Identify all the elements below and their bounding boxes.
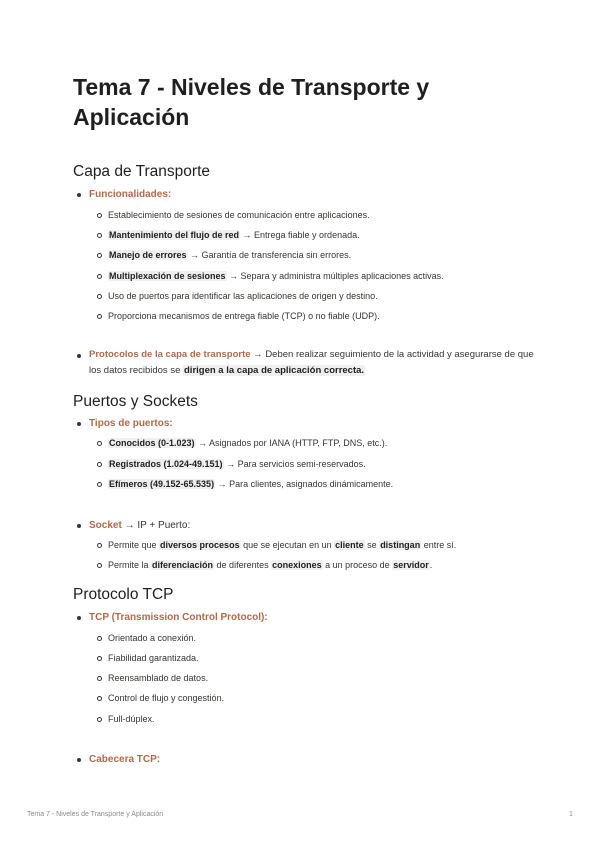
list-item: Efímeros (49.152-65.535) → Para clientes, asignados dinámicamente.	[108, 477, 548, 491]
list-item: Uso de puertos para identificar las aplicaciones de origen y destino.	[108, 289, 548, 303]
funcionalidades-label: Funcionalidades:	[89, 189, 172, 200]
circle-bullet-icon	[97, 543, 102, 548]
bullet-icon	[77, 616, 81, 620]
heading-protocolo-tcp: Protocolo TCP	[73, 586, 174, 603]
list-item: Registrados (1.024-49.151) → Para servicios semi-reservados.	[108, 457, 548, 471]
circle-bullet-icon	[97, 696, 102, 701]
circle-bullet-icon	[97, 213, 102, 218]
list-item-tipos-puertos: Tipos de puertos:	[89, 415, 539, 432]
circle-bullet-icon	[97, 274, 102, 279]
list-item: Manejo de errores → Garantía de transferencia sin errores.	[108, 248, 548, 262]
list-item: Permite la diferenciación de diferentes conexiones a un proceso de servidor.	[108, 558, 548, 572]
list-item: Establecimiento de sesiones de comunicación entre aplicaciones.	[108, 208, 548, 222]
list-item-protocolos: Protocolos de la capa de transporte → Deben realizar seguimiento de la actividad y asegurarse de que los datos recibidos se dirigen a la capa de aplicación correcta.	[89, 347, 539, 379]
circle-bullet-icon	[97, 656, 102, 661]
page-footer: Tema 7 - Niveles de Transporte y Aplicación	[27, 811, 164, 818]
bullet-icon	[77, 422, 81, 426]
heading-capa-transporte: Capa de Transporte	[73, 163, 211, 180]
bullet-icon	[77, 193, 81, 197]
circle-bullet-icon	[97, 253, 102, 258]
circle-bullet-icon	[97, 462, 102, 467]
list-item: Orientado a conexión.	[108, 631, 548, 645]
list-item: Conocidos (0-1.023) → Asignados por IANA (HTTP, FTP, DNS, etc.).	[108, 436, 548, 450]
list-item: Multiplexación de sesiones → Separa y administra múltiples aplicaciones activas.	[108, 269, 548, 283]
circle-bullet-icon	[97, 314, 102, 319]
bullet-icon	[77, 758, 81, 762]
bullet-icon	[77, 354, 81, 358]
bullet-icon	[77, 524, 81, 528]
heading-puertos-sockets: Puertos y Sockets	[73, 393, 198, 410]
page-number: 1	[569, 811, 573, 818]
list-item: Mantenimiento del flujo de red → Entrega fiable y ordenada.	[108, 228, 548, 242]
circle-bullet-icon	[97, 233, 102, 238]
circle-bullet-icon	[97, 636, 102, 641]
circle-bullet-icon	[97, 717, 102, 722]
list-item-funcionalidades	[89, 186, 539, 203]
circle-bullet-icon	[97, 676, 102, 681]
circle-bullet-icon	[97, 563, 102, 568]
list-item: Permite que diversos procesos que se ejecutan en un cliente se distingan entre sí.	[108, 538, 548, 552]
list-item-socket: Socket → IP + Puerto:	[89, 517, 539, 534]
list-item-tcp: TCP (Transmission Control Protocol):	[89, 609, 539, 626]
list-item: Reensamblado de datos.	[108, 671, 548, 685]
list-item: Control de flujo y congestión.	[108, 691, 548, 705]
list-item-cabecera-tcp: Cabecera TCP:	[89, 751, 539, 768]
page-title: Tema 7 - Niveles de Transporte y Aplicación	[73, 74, 430, 130]
list-item: Proporciona mecanismos de entrega fiable (TCP) o no fiable (UDP).	[108, 309, 548, 323]
list-item: Full-dúplex.	[108, 712, 548, 726]
list-item: Fiabilidad garantizada.	[108, 651, 548, 665]
circle-bullet-icon	[97, 482, 102, 487]
circle-bullet-icon	[97, 441, 102, 446]
circle-bullet-icon	[97, 294, 102, 299]
